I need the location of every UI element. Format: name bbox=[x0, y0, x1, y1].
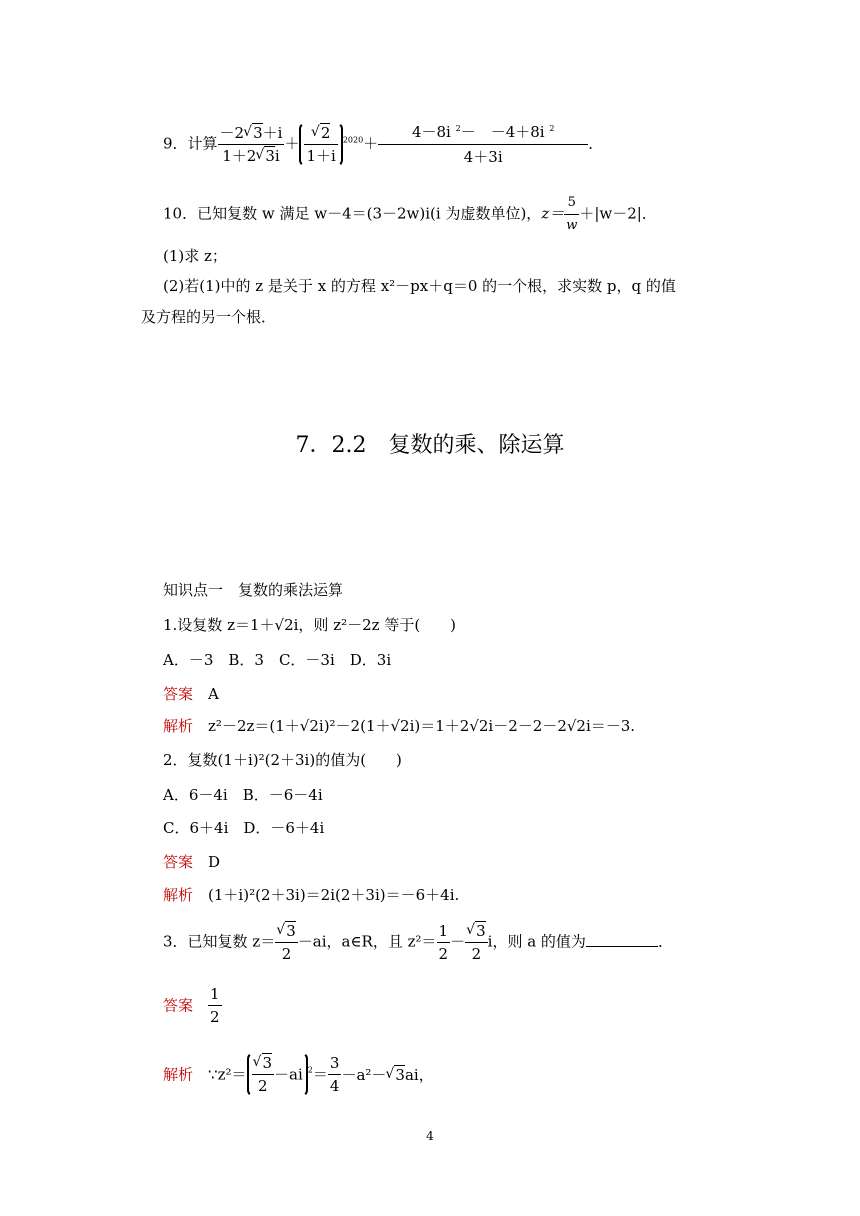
section-title: 7．2.2 复数的乘、除运算 bbox=[295, 433, 565, 458]
q10-text: 10．已知复数 w 满足 w－4＝(3－2w)i(i 为虚数单位)， bbox=[163, 204, 542, 223]
p2-answer: 答案 D bbox=[163, 853, 221, 871]
q9-paren: √ $\frac{2}{1+i}$ bbox=[299, 122, 342, 167]
p3-analysis: 解析 ∵z²＝ √ $\frac{3}{2}$ －ai $^2$＝ $\frac{3}{4}$ －a²－√ 3ai， bbox=[163, 1052, 434, 1097]
p3-question: 3．已知复数 z＝ √ $\frac{3}{2}$ －ai，a∈R，且 z²＝ $\frac{1}{2}$ － √ $\frac{3}{2}$ i，则 a 的值为 ． bbox=[163, 922, 673, 963]
p1-answer: 答案 A bbox=[163, 685, 219, 703]
q9-frac2: $\frac{4-8i ^2- -4+8i ^2}{4+3i}$ bbox=[378, 123, 588, 166]
knowledge-point-heading: 知识点一 复数的乘法运算 bbox=[163, 581, 344, 599]
q10-sub2-line1: (2)若(1)中的 z 是关于 x 的方程 x²－px＋q＝0 的一个根，求实数 p，q 的值 bbox=[163, 277, 676, 295]
answer-blank bbox=[586, 932, 658, 947]
analysis-label: 解析 bbox=[163, 886, 194, 904]
q10-line: 10．已知复数 w 满足 w－4＝(3－2w)i(i 为虚数单位)，z＝ $\frac{5}{w}$ ＋|w－2|． bbox=[163, 195, 657, 233]
analysis-label: 解析 bbox=[163, 1065, 194, 1084]
q9-line: 9．计算 $\frac{-2√ 3+i}{1+2√ 3i}$ ＋ √ $\frac{2}{1+i}$ $^{2020}$＋ $\frac{4-8i ^2- -4+8i ^2}{4+3i}$ ． bbox=[163, 122, 603, 167]
q10-sub1: (1)求 z； bbox=[163, 247, 227, 265]
answer-label: 答案 bbox=[163, 685, 194, 703]
p3-answer: 答案 $\frac{1}{2}$ bbox=[163, 985, 220, 1026]
q9-label: 9．计算 bbox=[163, 134, 218, 153]
q10-frac: $\frac{5}{w}$ bbox=[566, 195, 578, 233]
page-number: 4 bbox=[426, 1129, 434, 1143]
p2-options-2: C．6＋4i D．－6＋4i bbox=[163, 819, 325, 837]
p2-analysis: 解析 (1＋i)²(2＋3i)＝2i(2＋3i)＝－6＋4i. bbox=[163, 886, 460, 904]
q9-frac1: $\frac{-2√ 3+i}{1+2√ 3i}$ bbox=[218, 124, 285, 165]
p1-options: A．－3 B．3 C．－3i D．3i bbox=[163, 651, 392, 669]
answer-label: 答案 bbox=[163, 996, 194, 1015]
q10-sub2-line2: 及方程的另一个根． bbox=[141, 308, 277, 326]
analysis-label: 解析 bbox=[163, 717, 194, 735]
answer-label: 答案 bbox=[163, 853, 194, 871]
p2-options-1: A．6－4i B．－6－4i bbox=[163, 786, 323, 804]
p1-question: 1.设复数 z＝1＋√2i，则 z²－2z 等于( ) bbox=[163, 616, 457, 634]
p2-question: 2．复数(1＋i)²(2＋3i)的值为( ) bbox=[163, 751, 402, 769]
p1-analysis: 解析 z²－2z＝(1＋√2i)²－2(1＋√2i)＝1＋2√2i－2－2－2√2i＝－3. bbox=[163, 717, 636, 735]
